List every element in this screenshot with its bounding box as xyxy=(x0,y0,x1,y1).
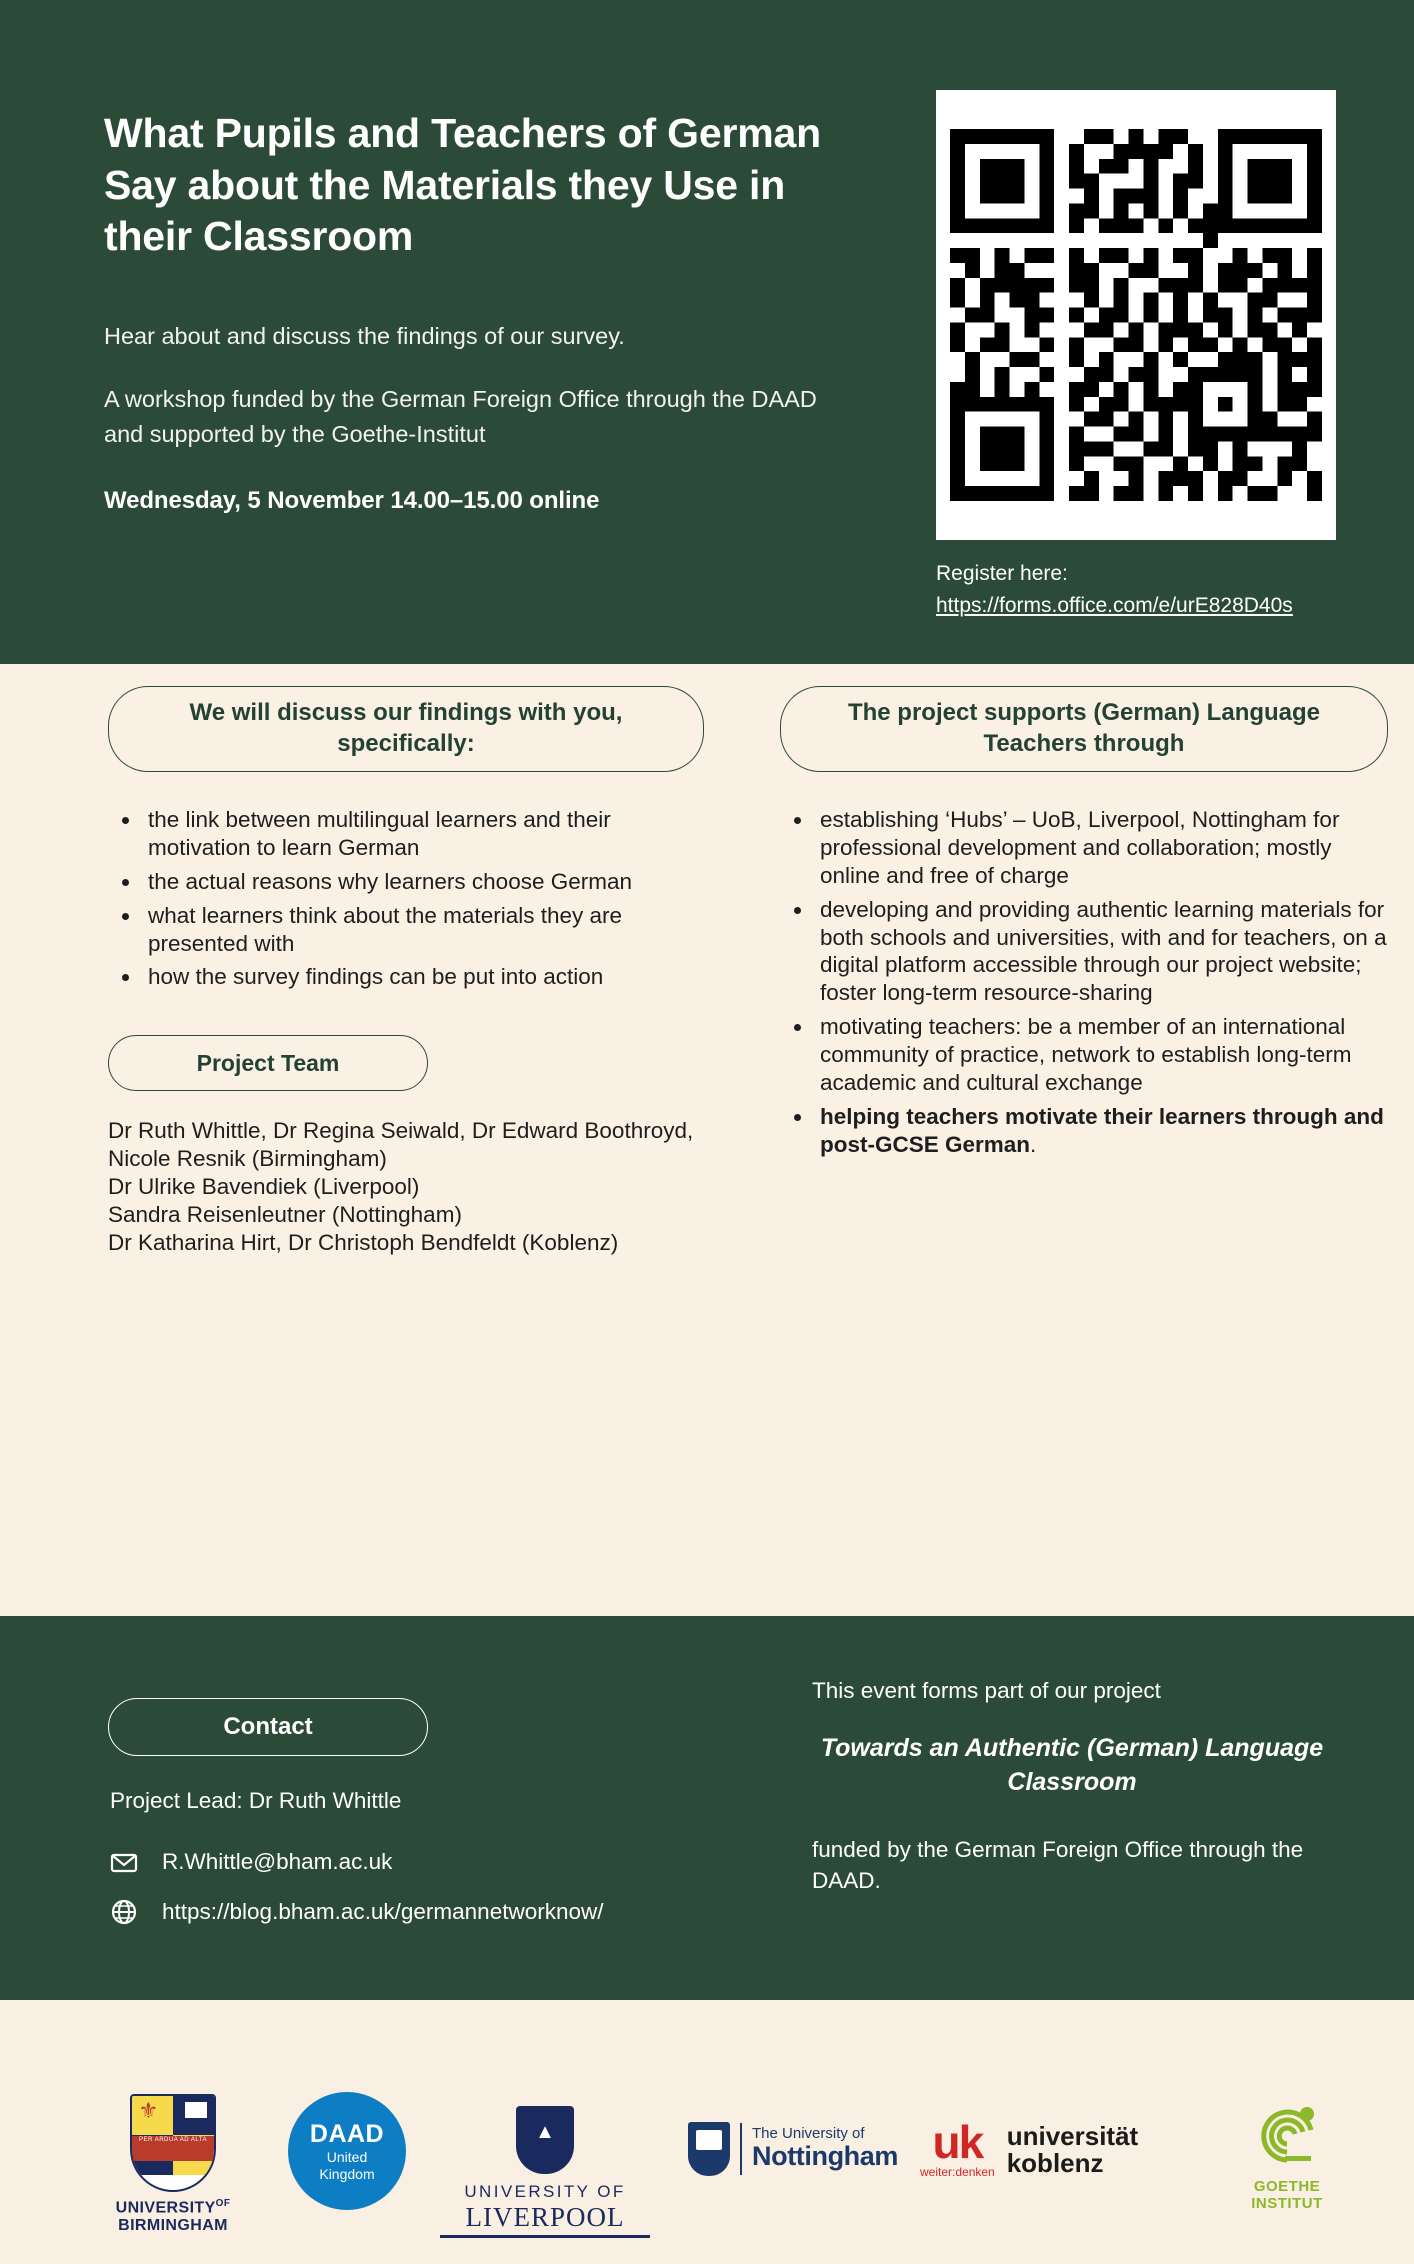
qr-caption xyxy=(936,558,1336,621)
list-item-bold-tail: . xyxy=(1030,1131,1037,1157)
list-item: • developing and providing authentic learning materials for both schools and universities, with and for teachers, on a digital platform accessible through our project website; foster long-term resource-sharing xyxy=(814,896,1388,1008)
support-list xyxy=(780,806,1388,1159)
list-item-emphasis xyxy=(814,1103,1388,1159)
team-line: Sandra Reisenleutner (Nottingham) xyxy=(108,1202,462,1228)
team-line: Dr Ruth Whittle, Dr Regina Seiwald, Dr Edward Boothroyd, Nicole Resnik (Birmingham) xyxy=(108,1118,694,1172)
list-item: • motivating teachers: be a member of an international community of practice, network to establish long-term academic and cultural exchange xyxy=(814,1013,1388,1097)
qr-registration-block[interactable] xyxy=(936,90,1336,621)
event-note: This event forms part of our project xyxy=(812,1678,1161,1703)
globe-icon xyxy=(110,1898,138,1926)
nottingham-line2: Nottingham xyxy=(752,2141,898,2172)
event-datetime: Wednesday, 5 November 14.00–15.00 online xyxy=(104,487,600,515)
poster-footer xyxy=(0,1616,1414,2000)
liverpool-rule xyxy=(440,2235,650,2238)
poster-header xyxy=(0,0,1414,664)
koblenz-line2: koblenz xyxy=(1006,2148,1104,2179)
nottingham-divider xyxy=(740,2123,742,2175)
list-item: • the link between multilingual learners and their motivation to learn German xyxy=(142,806,704,862)
project-lead: Project Lead: Dr Ruth Whittle xyxy=(110,1788,402,1813)
project-context-block xyxy=(812,1678,1332,1896)
registration-link[interactable]: https://forms.office.com/e/urE828D40s xyxy=(936,593,1293,617)
contact-email[interactable]: R.Whittle@bham.ac.uk xyxy=(162,1849,393,1874)
contact-email-row[interactable] xyxy=(110,1848,392,1876)
koblenz-mark-sub: weiter:denken xyxy=(920,2165,995,2180)
findings-column xyxy=(108,686,704,1257)
daad-circle-icon xyxy=(288,2092,406,2210)
page-title: What Pupils and Teachers of German Say about the Materials they Use in their Classroom xyxy=(104,110,821,260)
team-line: Dr Ulrike Bavendiek (Liverpool) xyxy=(108,1174,420,1200)
liverpool-line2: LIVERPOOL xyxy=(465,2202,625,2232)
liverpool-shield-icon: ▲ xyxy=(516,2106,574,2174)
logo-daad xyxy=(272,2092,422,2210)
logo-university-of-birmingham xyxy=(88,2094,258,2235)
qr-caption-label: Register here: xyxy=(936,562,1068,585)
project-title: Towards an Authentic (German) Language Classroom xyxy=(820,1734,1324,1796)
birmingham-line2: BIRMINGHAM xyxy=(118,2217,228,2235)
birmingham-wordmark xyxy=(88,2198,258,2235)
liverpool-line1: UNIVERSITY OF xyxy=(464,2182,626,2201)
support-heading: The project supports (German) Language Teachers through xyxy=(780,686,1388,772)
birmingham-line1: UNIVERSITY xyxy=(115,2199,216,2217)
daad-line1: DAAD xyxy=(309,2119,385,2148)
logo-university-of-liverpool xyxy=(440,2106,650,2238)
daad-line2: United xyxy=(326,2149,368,2166)
project-team-members xyxy=(108,1117,704,1256)
qr-code[interactable] xyxy=(936,90,1336,540)
goethe-line2: INSTITUT xyxy=(1251,2195,1323,2213)
koblenz-uk-mark-icon xyxy=(920,2116,995,2180)
list-item: • what learners think about the materials they are presented with xyxy=(142,902,704,958)
birmingham-sup: OF xyxy=(215,2198,231,2209)
nottingham-line1: The University of xyxy=(752,2124,865,2142)
logo-university-of-nottingham xyxy=(688,2122,928,2176)
crest-motto: PER ARDUA AD ALTA xyxy=(139,2137,207,2144)
logo-universitaet-koblenz xyxy=(920,2116,1190,2180)
qr-code-graphic xyxy=(950,104,1322,526)
project-funding-note: funded by the German Foreign Office through the DAAD. xyxy=(812,1837,1304,1893)
list-item: • the actual reasons why learners choose German xyxy=(142,868,704,896)
team-line: Dr Katharina Hirt, Dr Christoph Bendfeldt (Koblenz) xyxy=(108,1229,619,1255)
list-item-bold-text: helping teachers motivate their learners through and post-GCSE German xyxy=(820,1103,1384,1157)
contact-website-row[interactable] xyxy=(110,1898,604,1926)
header-text-block xyxy=(104,108,824,515)
findings-list xyxy=(108,806,704,991)
logo-goethe-institut xyxy=(1222,2100,1352,2213)
koblenz-line1: universität xyxy=(1006,2120,1139,2151)
koblenz-mark: uk xyxy=(932,2116,983,2168)
support-column xyxy=(780,686,1388,1165)
header-subline: Hear about and discuss the findings of our survey. xyxy=(104,322,625,349)
partner-logo-row xyxy=(0,2084,1414,2264)
contact-website[interactable]: https://blog.bham.ac.uk/germannetworknow/ xyxy=(162,1899,604,1924)
project-team-heading: Project Team xyxy=(108,1035,428,1091)
contact-heading: Contact xyxy=(108,1698,428,1756)
goethe-spiral-icon xyxy=(1251,2100,1323,2172)
list-item: • establishing ‘Hubs’ – UoB, Liverpool, Nottingham for professional development and collaboration; mostly online and free of charge xyxy=(814,806,1388,890)
goethe-line1: GOETHE xyxy=(1253,2178,1321,2195)
findings-heading: We will discuss our findings with you, specifically: xyxy=(108,686,704,772)
list-item: • how the survey findings can be put into action xyxy=(142,963,704,991)
header-funding-note: A workshop funded by the German Foreign Office through the DAAD and supported by the Goethe-Institut xyxy=(104,386,817,447)
daad-line3: Kingdom xyxy=(319,2165,375,2182)
nottingham-crest-icon xyxy=(688,2122,730,2176)
envelope-icon xyxy=(110,1848,138,1876)
birmingham-crest-icon: ⚜ PER ARDUA AD ALTA xyxy=(130,2094,216,2192)
